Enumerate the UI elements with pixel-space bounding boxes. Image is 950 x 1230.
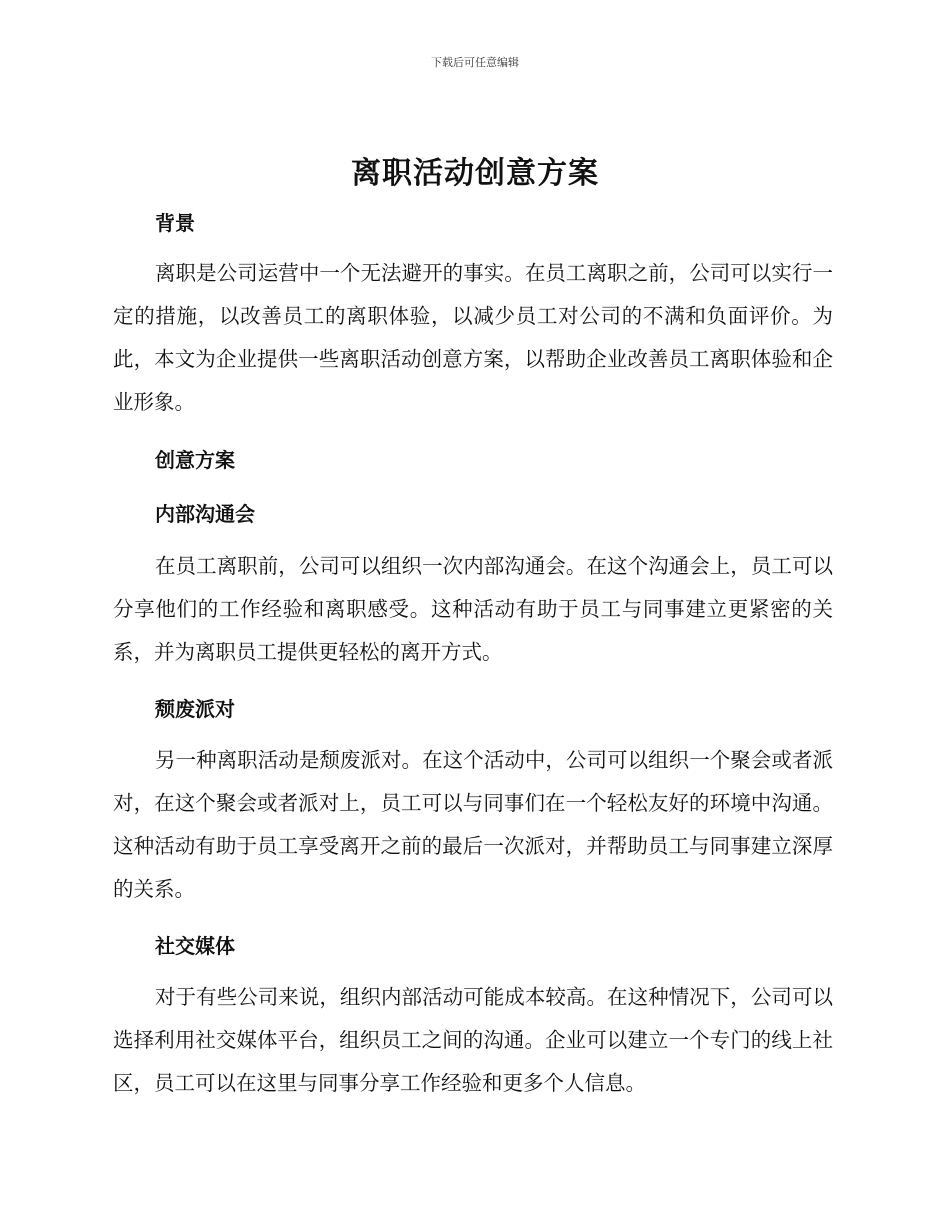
document-title: 离职活动创意方案	[351, 156, 599, 191]
section-paragraph-internal-meeting: 在员工离职前，公司可以组织一次内部沟通会。在这个沟通会上，员工可以分享他们的工作经验和离职感受。这种活动有助于员工与同事建立更紧密的关系，并为离职员工提供更轻松的离开方式。	[113, 554, 833, 664]
section-heading-social-media: 社交媒体	[155, 934, 235, 958]
section-paragraph-party: 另一种离职活动是颓废派对。在这个活动中，公司可以组织一个聚会或者派对，在这个聚会或者派对上，员工可以与同事们在一个轻松友好的环境中沟通。这种活动有助于员工享受离开之前的最后一次派对，并帮助员工与同事建立深厚的关系。	[113, 748, 833, 901]
section-heading-background: 背景	[155, 211, 195, 235]
section-heading-internal-meeting: 内部沟通会	[155, 502, 255, 526]
page-header-note: 下载后可任意编辑	[431, 56, 519, 69]
section-paragraph-background: 离职是公司运营中一个无法避开的事实。在员工离职之前，公司可以实行一定的措施，以改善员工的离职体验，以减少员工对公司的不满和负面评价。为此，本文为企业提供一些离职活动创意方案，以帮助企业改善员工离职体验和企业形象。	[113, 261, 833, 414]
section-paragraph-social-media: 对于有些公司来说，组织内部活动可能成本较高。在这种情况下，公司可以选择利用社交媒体平台，组织员工之间的沟通。企业可以建立一个专门的线上社区，员工可以在这里与同事分享工作经验和更多个人信息。	[113, 985, 833, 1095]
section-heading-party: 颓废派对	[155, 697, 235, 721]
section-heading-creative-plans: 创意方案	[155, 448, 235, 472]
